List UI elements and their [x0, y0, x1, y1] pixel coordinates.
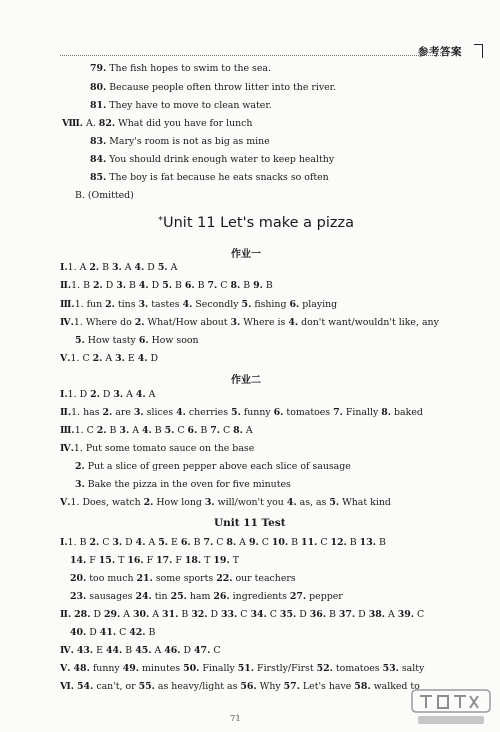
answer-text: What kind [339, 497, 391, 508]
answer-number: 2. [134, 317, 145, 328]
answer-text: walked to [370, 681, 420, 692]
answer-number: 3. [112, 262, 122, 273]
answer-text: Bake the pizza in the oven for five minutes [84, 479, 291, 490]
answer-text: sausages [86, 591, 136, 602]
answer-line [90, 100, 272, 112]
answer-number: Ⅰ. [60, 262, 68, 273]
answer-text: E [93, 645, 107, 656]
answer-number: 82. [98, 118, 116, 129]
answer-line [60, 280, 273, 292]
answer-number: Ⅷ. [62, 118, 84, 129]
answer-text: don't want/wouldn't like, any [298, 317, 439, 328]
answer-text: T [201, 555, 214, 566]
answer-line [90, 172, 329, 184]
answer-text: slices [143, 407, 177, 418]
answer-text: 1. C [74, 425, 97, 436]
answer-number: Ⅲ. [60, 299, 75, 310]
answer-number: 4. [137, 353, 148, 364]
answer-text: ham [186, 591, 214, 602]
answer-number: 3. [133, 407, 144, 418]
answer-text: D [180, 645, 195, 656]
answer-number: 2. [102, 407, 113, 418]
answer-text: B. (Omitted) [75, 190, 134, 201]
answer-text: 1. Does, watch [70, 497, 144, 508]
answer-number: 22. [216, 573, 233, 584]
answer-number: 58. [354, 681, 371, 692]
answer-number: Ⅴ. [60, 353, 71, 364]
answer-text: Finally [199, 663, 238, 674]
answer-number: 3. [116, 280, 127, 291]
answer-number: 25. [170, 591, 187, 602]
answer-number: 3. [113, 389, 124, 400]
answer-text: D [148, 280, 163, 291]
answer-number: 56. [240, 681, 257, 692]
answer-text: 1. B [71, 280, 93, 291]
answer-line [60, 353, 158, 365]
answer-number: 8. [226, 537, 237, 548]
answer-number: 29. [103, 609, 121, 620]
answer-line [60, 609, 424, 621]
answer-number: 7. [207, 280, 218, 291]
answer-number: 48. [73, 663, 90, 674]
answer-text: 1. B [67, 537, 90, 548]
answer-line [90, 63, 271, 75]
answer-text: C [258, 537, 272, 548]
answer-text: Secondly [192, 299, 242, 310]
answer-text: D [207, 609, 222, 620]
answer-text: Finally [342, 407, 382, 418]
answer-number: 40. [70, 627, 87, 638]
answer-number: 5. [241, 299, 252, 310]
answer-text: B [171, 280, 185, 291]
answer-number: 54. [77, 681, 94, 692]
answer-line [60, 425, 253, 437]
answer-number: 57. [283, 681, 300, 692]
answer-text: How long [153, 497, 205, 508]
answer-text: A [123, 389, 136, 400]
answer-line [60, 389, 155, 401]
answer-number: 2. [92, 353, 103, 364]
answer-text: C [210, 645, 221, 656]
answer-number: 3. [75, 479, 85, 490]
answer-number: Ⅰ. [60, 537, 68, 548]
answer-text: A [145, 537, 159, 548]
answer-number: 4. [176, 407, 186, 418]
answer-line [60, 262, 177, 274]
answer-number: 38. [368, 609, 385, 620]
answer-text: funny [89, 663, 123, 674]
answer-number: 15. [98, 555, 116, 566]
answer-line [60, 299, 337, 311]
answer-number: 5. [329, 497, 340, 508]
answer-number: 30. [133, 609, 150, 620]
answer-number: 50. [183, 663, 200, 674]
answer-number: 6. [273, 407, 284, 418]
answer-line [70, 555, 239, 567]
answer-text: A [167, 262, 178, 273]
answer-text: too much [86, 573, 137, 584]
answer-number: 37. [338, 609, 356, 620]
answer-line [70, 573, 296, 585]
answer-number: 16. [127, 555, 144, 566]
answer-text: tin [151, 591, 171, 602]
answer-text: 1. fun [74, 299, 106, 310]
answer-number: 2. [89, 262, 100, 273]
answer-text: C [414, 609, 425, 620]
answer-number: 2. [92, 280, 103, 291]
answer-number: Ⅳ. [60, 317, 74, 328]
answer-number: 3. [115, 353, 125, 364]
answer-text: some sports [152, 573, 217, 584]
answer-number: 5. [157, 262, 168, 273]
answer-text: C [174, 425, 188, 436]
answer-text: B [240, 280, 254, 291]
answer-text: C [116, 627, 130, 638]
answer-text: B [151, 425, 165, 436]
answer-text: A [121, 262, 135, 273]
answer-text: T [115, 555, 128, 566]
answer-text: C [213, 537, 227, 548]
answer-text: E [124, 353, 138, 364]
answer-text: A. [83, 118, 99, 129]
answer-line [60, 443, 254, 455]
answer-text: E [168, 537, 181, 548]
watermark-logo-icon [408, 688, 494, 728]
answer-text: They have to move to clean water. [106, 100, 272, 111]
answer-text: baked [391, 407, 423, 418]
answer-number: Ⅱ. [60, 609, 72, 620]
answer-number: 26. [213, 591, 230, 602]
answer-number: 6. [187, 425, 198, 436]
answer-number: Ⅲ. [60, 425, 75, 436]
answer-number: 35. [279, 609, 297, 620]
section-title-hw1: 作业一 [231, 249, 261, 260]
answer-text: How soon [148, 335, 199, 346]
answer-text: Firstly/First [254, 663, 317, 674]
answer-text: F [86, 555, 99, 566]
answer-text: A [129, 425, 142, 436]
answer-number: 10. [271, 537, 289, 548]
answer-line [75, 461, 351, 473]
answer-text: What/How about [144, 317, 231, 328]
section-title-hw2: 作业二 [231, 375, 261, 386]
answer-text: fishing [251, 299, 290, 310]
answer-line [60, 663, 424, 675]
answer-text: A [242, 425, 253, 436]
answer-number: 85. [90, 172, 107, 183]
answer-number: 3. [204, 497, 215, 508]
answer-line [60, 645, 221, 657]
answer-number: 12. [330, 537, 347, 548]
answer-line [70, 591, 343, 603]
answer-line [90, 82, 336, 94]
answer-line [60, 317, 439, 329]
answer-text: A [102, 353, 116, 364]
answer-text: Because people often throw litter into the river. [106, 82, 337, 93]
answer-text: are [112, 407, 134, 418]
answer-text: our teachers [232, 573, 296, 584]
answer-text: B [145, 627, 156, 638]
answer-text: 1. A [67, 262, 90, 273]
answer-text: Where is [240, 317, 289, 328]
answer-number: 52. [316, 663, 333, 674]
answer-text: C [237, 609, 251, 620]
answer-line [60, 681, 420, 693]
answer-text: B [122, 645, 136, 656]
answer-number: 20. [70, 573, 87, 584]
answer-number: 4. [288, 317, 299, 328]
answer-text: D [90, 609, 104, 620]
answer-number: 21. [136, 573, 153, 584]
answer-text: as, as [296, 497, 330, 508]
answer-number: 53. [382, 663, 399, 674]
answer-text: C [217, 280, 231, 291]
answer-text: D [122, 537, 136, 548]
answer-text: 1. D [67, 389, 91, 400]
answer-number: 4. [135, 537, 146, 548]
answer-text: pepper [306, 591, 343, 602]
answer-number: 4. [182, 299, 193, 310]
unit-title [158, 215, 354, 231]
answer-number: 5. [75, 335, 85, 346]
answer-text: C [99, 537, 113, 548]
answer-number: 46. [164, 645, 181, 656]
answer-text: How tasty [84, 335, 139, 346]
answer-number: 7. [333, 407, 343, 418]
answer-number: 34. [250, 609, 267, 620]
answer-text: Why [256, 681, 284, 692]
answer-number: 3. [112, 537, 123, 548]
answer-text: tastes [148, 299, 183, 310]
answer-number: 6. [184, 280, 195, 291]
answer-text: A [149, 609, 163, 620]
answer-number: 4. [134, 262, 145, 273]
answer-number: 8. [233, 425, 243, 436]
answer-text: B [99, 262, 112, 273]
answer-number: 2. [105, 299, 115, 310]
answer-number: 43. [76, 645, 94, 656]
answer-number: 3. [119, 425, 130, 436]
answer-text: You should drink enough water to keep healthy [106, 154, 335, 165]
answer-number: 4. [286, 497, 297, 508]
answer-number: 6. [180, 537, 191, 548]
answer-text: tomatoes [283, 407, 334, 418]
answer-number: Ⅵ. [60, 681, 75, 692]
answer-number: 27. [289, 591, 307, 602]
answer-number: 81. [90, 100, 107, 111]
answer-text: playing [299, 299, 338, 310]
answer-text: T [229, 555, 239, 566]
answer-text: A [120, 609, 133, 620]
answer-text: 1. has [71, 407, 103, 418]
answer-text: minutes [139, 663, 184, 674]
answer-line [60, 497, 391, 509]
answer-number: 2. [143, 497, 154, 508]
answer-number: 4. [135, 389, 146, 400]
answer-number: 11. [301, 537, 318, 548]
answer-text: B [190, 537, 204, 548]
answer-number: 2. [89, 537, 100, 548]
header-bracket-icon [474, 44, 483, 58]
answer-line [62, 118, 252, 130]
answer-number: 31. [162, 609, 179, 620]
answer-number: 3. [138, 299, 149, 310]
answer-number: 3. [230, 317, 241, 328]
answer-number: 23. [70, 591, 87, 602]
answer-text: D [355, 609, 369, 620]
answer-text: salty [398, 663, 425, 674]
answer-number: Ⅱ. [60, 280, 72, 291]
header-title: 参考答案 [418, 46, 462, 58]
answer-number: 49. [122, 663, 139, 674]
answer-text: D [296, 609, 310, 620]
unit-star: * [158, 215, 163, 226]
answer-text: A [151, 645, 165, 656]
answer-text: B [346, 537, 360, 548]
answer-number: 5. [158, 537, 168, 548]
answer-number: Ⅱ. [60, 407, 72, 418]
answer-text: will/won't you [214, 497, 287, 508]
answer-number: Ⅳ. [60, 645, 74, 656]
answer-number: 47. [194, 645, 211, 656]
answer-text: D [147, 353, 159, 364]
answer-line [90, 136, 270, 148]
answer-line [75, 335, 199, 347]
answer-text: A [236, 537, 249, 548]
answer-line [60, 407, 423, 419]
answer-text: A [385, 609, 398, 620]
answer-number: 24. [135, 591, 152, 602]
section-title-test: Unit 11 Test [214, 517, 286, 529]
answer-number: 13. [359, 537, 376, 548]
answer-text: B [288, 537, 302, 548]
answer-number: 5. [231, 407, 241, 418]
answer-text: Let's have [299, 681, 355, 692]
answer-text: F [172, 555, 185, 566]
answer-number: 4. [138, 280, 149, 291]
page-number: 71 [230, 714, 241, 724]
answer-text: funny [240, 407, 274, 418]
answer-number: 79. [90, 63, 107, 74]
answer-number: 51. [237, 663, 255, 674]
answer-text: B [262, 280, 273, 291]
answer-text: B [194, 280, 208, 291]
answer-number: Ⅰ. [60, 389, 68, 400]
answer-number: 33. [221, 609, 238, 620]
answer-text: B [375, 537, 386, 548]
answer-text: as heavy/light as [154, 681, 241, 692]
answer-line [90, 154, 334, 166]
answer-text: The boy is fat because he eats snacks so often [106, 172, 329, 183]
answer-text: D [102, 280, 117, 291]
answer-number: 7. [210, 425, 220, 436]
answer-number: 42. [129, 627, 146, 638]
answer-text: ingredients [229, 591, 290, 602]
answer-text: B [178, 609, 192, 620]
answer-text: B [106, 425, 120, 436]
answer-number: 18. [184, 555, 202, 566]
answer-text: D [99, 389, 114, 400]
answer-text: D [86, 627, 100, 638]
answer-number: 2. [90, 389, 100, 400]
answer-text: B [326, 609, 339, 620]
answer-number: 2. [96, 425, 107, 436]
answer-number: Ⅴ. [60, 663, 71, 674]
answer-number: 41. [99, 627, 117, 638]
answer-number: Ⅳ. [60, 443, 74, 454]
answer-number: 80. [90, 82, 107, 93]
answer-number: 6. [138, 335, 149, 346]
answer-number: 32. [191, 609, 208, 620]
answer-number: 4. [141, 425, 152, 436]
answer-number: 44. [106, 645, 123, 656]
answer-number: 9. [248, 537, 259, 548]
answer-text: B [197, 425, 211, 436]
answer-text: B [126, 280, 139, 291]
answer-text: F [143, 555, 157, 566]
answer-text: cherries [185, 407, 232, 418]
answer-number: 8. [381, 407, 392, 418]
answer-number: 5. [162, 280, 172, 291]
answer-text: A [145, 389, 156, 400]
answer-number: 14. [70, 555, 87, 566]
answer-text: 1. Put some tomato sauce on the base [73, 443, 255, 454]
answer-text: D [144, 262, 158, 273]
answer-line [70, 627, 155, 639]
answer-number: 39. [397, 609, 415, 620]
answer-text: C [317, 537, 331, 548]
answer-text: tins [114, 299, 139, 310]
answer-text: Put a slice of green pepper above each slice of sausage [84, 461, 351, 472]
answer-text: The fish hopes to swim to the sea. [106, 63, 271, 74]
header-dotted-line [60, 55, 445, 56]
answer-number: 6. [289, 299, 300, 310]
answer-number: 7. [203, 537, 214, 548]
answer-text: What did you have for lunch [115, 118, 253, 129]
answer-number: 2. [75, 461, 85, 472]
answer-line [75, 190, 134, 202]
answer-number: 84. [90, 154, 107, 165]
answer-number: Ⅴ. [60, 497, 71, 508]
answer-number: 19. [213, 555, 230, 566]
answer-line [75, 479, 291, 491]
answer-number: 5. [164, 425, 175, 436]
answer-number: 28. [74, 609, 91, 620]
answer-text: C [266, 609, 280, 620]
answer-number: 36. [309, 609, 327, 620]
answer-number: 55. [138, 681, 155, 692]
answer-number: 45. [135, 645, 152, 656]
answer-text: can't, or [93, 681, 139, 692]
answer-text: Mary's room is not as big as mine [106, 136, 270, 147]
answer-number: 9. [253, 280, 263, 291]
unit-title-text: Unit 11 Let's make a pizza [163, 215, 355, 231]
answer-text: tomatoes [332, 663, 383, 674]
answer-number: 8. [230, 280, 241, 291]
answer-number: 83. [90, 136, 107, 147]
answer-number: 17. [156, 555, 173, 566]
answer-line [60, 537, 386, 549]
answer-text: 1. Where do [73, 317, 135, 328]
answer-text: 1. C [70, 353, 93, 364]
answer-text: C [220, 425, 234, 436]
